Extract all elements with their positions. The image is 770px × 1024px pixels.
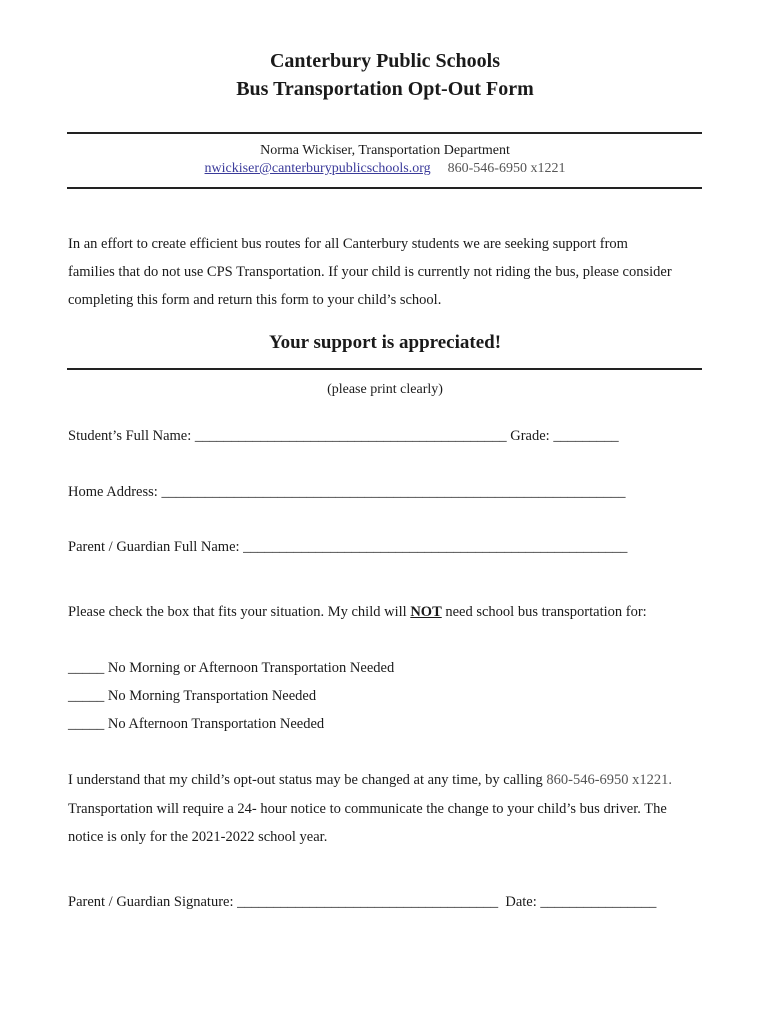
signature-label: Parent / Guardian Signature: xyxy=(68,894,238,910)
form-title-form: Bus Transportation Opt-Out Form xyxy=(236,78,534,100)
student-name-label: Student’s Full Name: xyxy=(68,428,195,444)
option-row-afternoon xyxy=(68,716,324,733)
support-heading: Your support is appreciated! xyxy=(268,332,502,353)
option-row-morning xyxy=(68,688,316,705)
contact-name: Norma Wickiser, Transportation Department xyxy=(260,143,510,158)
grade-field[interactable]: _________ xyxy=(553,428,619,444)
student-name-row xyxy=(68,428,619,445)
check-prompt-before: Please check the box that fits your situation. My child will xyxy=(68,604,411,620)
support-rule xyxy=(67,368,702,370)
understand-line-3: notice is only for the 2021-2022 school year. xyxy=(68,829,328,845)
understand-phone: 860-546-6950 x1221. xyxy=(546,772,673,788)
guardian-name-row xyxy=(68,539,627,556)
date-label: Date: xyxy=(498,894,541,910)
date-field[interactable]: ________________ xyxy=(540,894,657,910)
signature-field[interactable]: ____________________________________ xyxy=(237,894,499,910)
grade-label: Grade: xyxy=(506,428,554,444)
intro-line-2: families that do not use CPS Transportation. If your child is currently not riding the bus, please consider xyxy=(68,264,672,280)
home-address-label: Home Address: xyxy=(68,484,162,500)
form-title-school: Canterbury Public Schools xyxy=(269,50,501,72)
check-prompt-after: need school bus transportation for: xyxy=(441,604,647,620)
header-top-rule xyxy=(67,132,702,134)
guardian-name-label: Parent / Guardian Full Name: xyxy=(68,539,244,555)
home-address-field[interactable]: ________________________________________________________________ xyxy=(161,484,626,500)
signature-row xyxy=(68,894,656,911)
contact-email-link[interactable]: nwickiser@canterburypublicschools.org xyxy=(204,161,431,176)
option-row-none xyxy=(68,660,394,677)
intro-line-3: completing this form and return this form to your child’s school. xyxy=(68,292,442,308)
intro-line-1: In an effort to create efficient bus routes for all Canterbury students we are seeking support from xyxy=(68,236,628,252)
student-name-field[interactable]: ___________________________________________ xyxy=(194,428,507,444)
option-none-label: No Morning or Afternoon Transportation Needed xyxy=(104,660,395,676)
contact-line xyxy=(0,161,770,177)
option-afternoon-checkbox[interactable]: _____ xyxy=(68,716,105,732)
check-prompt-not: NOT xyxy=(410,604,442,620)
contact-phone: 860-546-6950 x1221 xyxy=(447,161,566,176)
option-afternoon-label: No Afternoon Transportation Needed xyxy=(104,716,325,732)
understand-text: I understand that my child’s opt-out status may be changed at any time, by calling xyxy=(68,772,547,788)
understand-line-2: Transportation will require a 24- hour notice to communicate the change to your child’s bus driver. The xyxy=(68,801,667,817)
option-morning-checkbox[interactable]: _____ xyxy=(68,688,105,704)
check-prompt xyxy=(68,604,647,621)
print-note: (please print clearly) xyxy=(327,382,443,397)
option-none-checkbox[interactable]: _____ xyxy=(68,660,105,676)
header-bottom-rule xyxy=(67,187,702,189)
guardian-name-field[interactable]: _____________________________________________________ xyxy=(243,539,628,555)
option-morning-label: No Morning Transportation Needed xyxy=(104,688,317,704)
home-address-row xyxy=(68,484,625,501)
understand-line-1 xyxy=(68,772,672,789)
